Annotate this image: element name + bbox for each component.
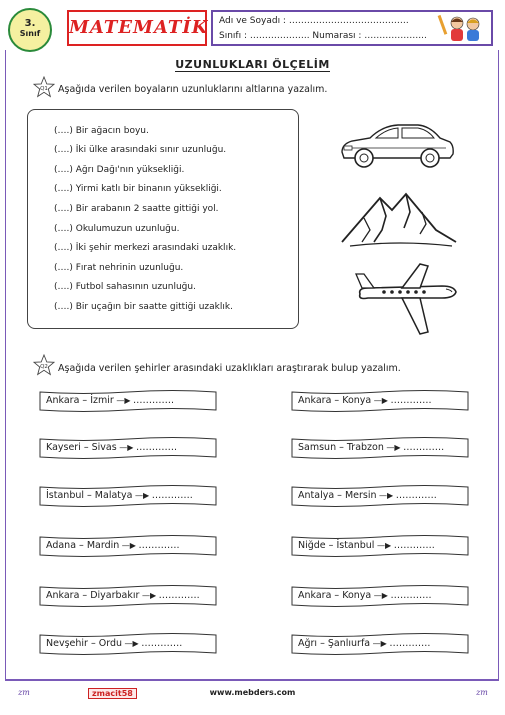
distance-answer-box[interactable] [38,437,218,459]
route-label: Ankara – Diyarbakır [46,590,140,601]
page-title: UZUNLUKLARI ÖLÇELİM [175,58,330,71]
arrow-right-icon: —▶ [383,443,404,452]
distance-answer-box[interactable] [38,585,218,607]
route-label: Samsun – Trabzon [298,442,384,453]
question-number-1: Q1 [40,86,48,92]
arrow-right-icon: —▶ [371,396,391,405]
distance-answer-box[interactable] [290,585,470,607]
distance-blank[interactable]: …………. [389,638,431,649]
route-label: Adana – Mardin [46,540,120,551]
question-number-2: Q2 [40,364,48,370]
distance-blank[interactable]: …………. [403,442,445,453]
arrow-right-icon: —▶ [139,591,159,600]
distance-blank[interactable]: …………. [390,590,432,601]
footer-divider [5,680,499,681]
logo-right: zm [476,688,488,697]
grade-badge [8,8,52,52]
author-tag: zmacit58 [88,688,137,699]
route-label: Ağrı – Şanlıurfa [298,638,371,649]
route-label: Kayseri – Sivas [46,442,117,453]
length-list-box [27,109,299,329]
distance-blank[interactable]: …………. [390,395,432,406]
distance-answer-box[interactable] [290,633,470,655]
list-item[interactable]: (….) Ağrı Dağı'nın yüksekliği. [54,165,185,175]
mountain-icon [340,190,458,250]
distance-answer-box[interactable] [38,633,218,655]
route-label: Nevşehir – Ordu [46,638,122,649]
airplane-icon [350,262,460,342]
name-field[interactable]: Adı ve Soyadı : …………………………………. [219,16,409,26]
kids-icon [437,13,487,43]
distance-blank[interactable]: …………. [135,442,177,453]
arrow-right-icon: —▶ [132,491,152,500]
arrow-right-icon: —▶ [371,591,391,600]
list-item[interactable]: (….) Bir arabanın 2 saatte gittiği yol. [54,204,219,214]
website-link[interactable]: www.mebders.com [209,688,296,697]
car-icon [336,116,458,174]
distance-blank[interactable]: …………. [393,540,435,551]
star-icon [33,354,55,376]
distance-answer-box[interactable] [38,390,218,412]
distance-blank[interactable]: …………. [158,590,200,601]
q1-instruction: Aşağıda verilen boyaların uzunluklarını altlarına yazalım. [58,84,328,95]
distance-blank[interactable]: …………. [151,490,193,501]
distance-blank[interactable]: …………. [395,490,437,501]
list-item[interactable]: (….) İki şehir merkezi arasındaki uzaklık. [54,243,237,253]
subject-title: MATEMATİK [69,17,209,38]
distance-blank[interactable]: …………. [133,395,175,406]
list-item[interactable]: (….) Bir uçağın bir saatte gittiği uzaklık. [54,302,233,312]
distance-blank[interactable]: …………. [141,638,183,649]
route-label: Ankara – İzmir [46,395,114,406]
arrow-right-icon: —▶ [122,639,142,648]
star-icon [33,76,55,98]
distance-answer-box[interactable] [38,485,218,507]
distance-blank[interactable]: …………. [138,540,180,551]
route-label: Antalya – Mersin [298,490,377,501]
class-number-field[interactable]: Sınıfı : ……………….. Numarası : ………………... [219,31,427,41]
arrow-right-icon: —▶ [113,396,134,405]
grade-number: 3. [24,18,36,29]
list-item[interactable]: (….) Futbol sahasının uzunluğu. [54,282,196,292]
distance-answer-box[interactable] [38,535,218,557]
q2-instruction: Aşağıda verilen şehirler arasındaki uzaklıkları araştırarak bulup yazalım. [58,363,401,374]
subject-title-box [67,10,207,46]
arrow-right-icon: —▶ [376,491,396,500]
logo-left: zm [18,688,30,697]
list-item[interactable]: (….) İki ülke arasındaki sınır uzunluğu. [54,145,227,155]
distance-answer-box[interactable] [290,535,470,557]
distance-answer-box[interactable] [290,485,470,507]
list-item[interactable]: (….) Bir ağacın boyu. [54,126,149,136]
route-label: İstanbul – Malatya [46,490,133,501]
arrow-right-icon: —▶ [370,639,390,648]
route-label: Niğde – İstanbul [298,540,375,551]
arrow-right-icon: —▶ [116,443,136,452]
distance-answer-box[interactable] [290,390,470,412]
grade-label: Sınıf [19,29,41,38]
distance-answer-box[interactable] [290,437,470,459]
arrow-right-icon: —▶ [374,541,394,550]
list-item[interactable]: (….) Okulumuzun uzunluğu. [54,224,180,234]
route-label: Ankara – Konya [298,590,372,601]
route-label: Ankara – Konya [298,395,372,406]
list-item[interactable]: (….) Fırat nehrinin uzunluğu. [54,263,184,273]
list-item[interactable]: (….) Yirmi katlı bir binanın yüksekliği. [54,184,222,194]
arrow-right-icon: —▶ [119,541,139,550]
